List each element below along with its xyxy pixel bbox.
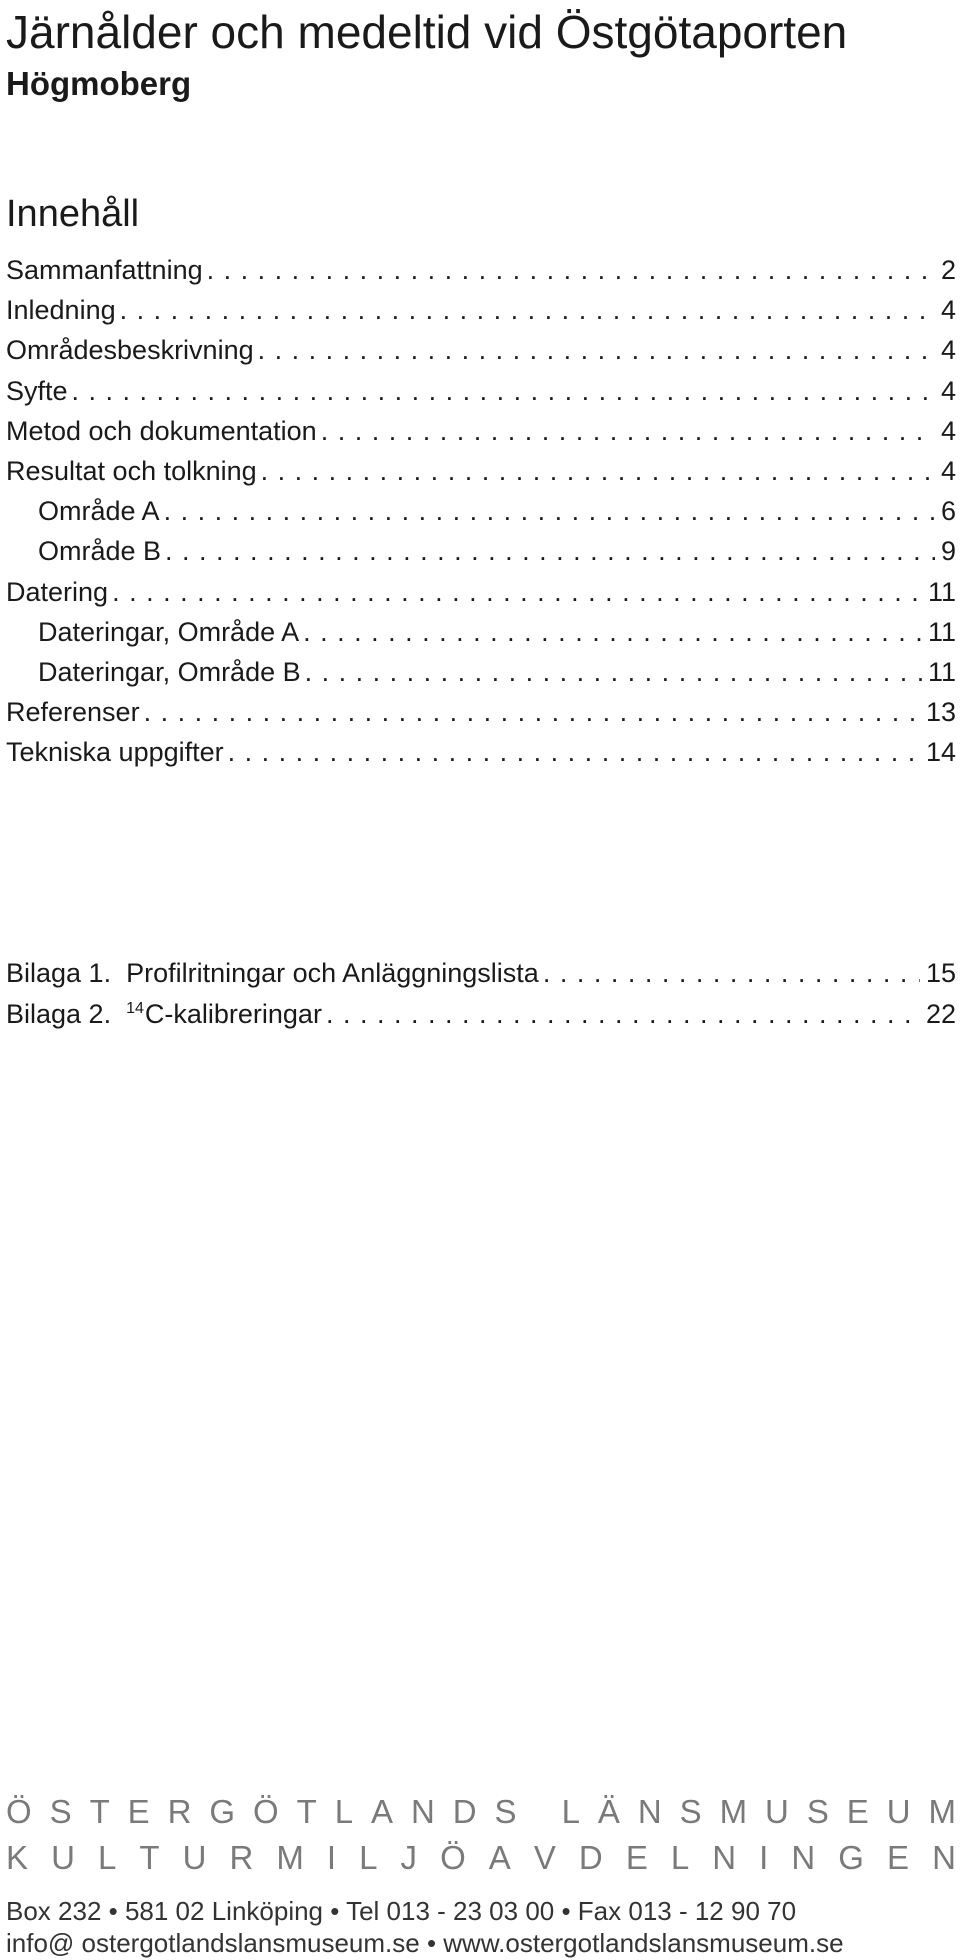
footer-org-name-letter: E [127,1793,150,1830]
toc-entry-superscript: 14 [126,1000,144,1017]
toc-entry-text: Metod och dokumentation [6,415,317,446]
page-subtitle: Högmoberg [6,65,192,102]
toc-dot-leader [112,572,922,612]
toc-dot-leader [144,692,920,732]
toc-page-number: 4 [940,335,956,366]
toc-entry-text: Område B [38,536,162,567]
toc-page-number: 4 [940,375,956,406]
footer-department-name-letter: M [276,1839,304,1876]
toc-page-number: 4 [940,295,956,326]
toc-entry-text: Dateringar, Område A [38,616,300,647]
toc-entry-label [6,290,116,330]
toc-entry-text: C-kalibreringar [144,999,322,1029]
footer-org-name-letter: Ö [253,1793,279,1830]
toc-page-number: 4 [940,456,956,486]
footer-org-name-letter: S [679,1793,702,1830]
toc-entry-text: Resultat och tolkning [6,456,257,486]
footer-department-name-letter: R [229,1839,254,1876]
toc-dot-leader [72,371,935,411]
toc-dot-leader [258,330,935,370]
footer-org-name-letter: U [765,1793,789,1830]
footer-department-name-letter: D [578,1839,603,1876]
footer-org-name-letter: T [89,1793,110,1830]
footer-org-name-letter: E [846,1793,869,1830]
footer-department-name-letter: N [791,1839,816,1876]
toc-page-number: 22 [925,999,956,1029]
toc-entry-label [6,692,140,732]
toc-dot-leader [120,290,935,330]
toc-page-number: 11 [927,616,956,647]
toc-page-number: 11 [927,576,956,607]
footer-department-name-letter: E [625,1839,648,1876]
toc-entry-text: Tekniska uppgifter [6,737,224,768]
toc-entry[interactable] [6,612,956,652]
toc-dot-leader [261,451,935,491]
toc-entry-text: Område A [38,496,160,527]
footer-department-name-letter: U [182,1839,207,1876]
footer-department-name-letter: L [359,1839,378,1876]
toc-entry[interactable] [6,411,956,451]
footer-address: Box 232 • 581 02 Linköping • Tel 013 - 23 03 00 • Fax 013 - 12 90 70 [6,1896,797,1926]
toc-page-number: 13 [925,697,956,728]
toc-entry-label [6,531,161,571]
footer-org-name-letter: S [49,1793,72,1830]
toc-dot-leader [164,491,935,531]
footer-org-name-letter: G [209,1793,236,1830]
toc-entry[interactable] [6,451,956,491]
footer-department-name-letter: L [670,1839,690,1876]
toc-entry[interactable] [6,491,956,531]
toc-entry-text: Syfte [6,375,68,406]
footer-org-name-letter: L [334,1793,354,1830]
footer-org-name-letter: Ö [6,1793,32,1830]
toc-entry-label [6,491,160,531]
toc-dot-leader [305,652,922,692]
toc-dot-leader [321,411,935,451]
footer-org-name-letter: N [637,1793,662,1830]
footer-department-name-letter: N [712,1839,737,1876]
toc-entry[interactable] [6,371,956,411]
toc-page-number: 11 [927,657,956,687]
toc-heading: Innehåll [6,193,140,235]
toc-page-number: 14 [925,737,956,768]
toc-page-number: 9 [940,536,956,567]
toc-entry-text: Inledning [6,295,116,326]
toc-entry[interactable] [6,732,956,772]
footer-department-name-letter: K [6,1839,29,1876]
footer-org-name-letter: U [886,1793,911,1830]
toc-entry[interactable] [6,692,956,732]
toc-dot-leader [228,732,920,772]
footer-org-name-letter: M [719,1793,748,1830]
toc-dot-leader [207,250,935,290]
footer-department-name-letter: I [759,1839,769,1876]
footer-department-name-letter: V [533,1839,556,1876]
toc-page-number: 15 [925,958,956,988]
toc-appendix-entry[interactable] [6,994,956,1034]
footer-org-name [6,1792,956,1832]
toc-entry-label [6,732,224,772]
footer-org-name-letter [535,1792,544,1832]
toc-dot-leader [165,531,935,571]
footer-department-name [6,1838,956,1878]
toc-entry-label [6,652,301,692]
toc-entry[interactable] [6,250,956,290]
footer-department-name-letter: N [932,1839,956,1876]
toc-entry-label [6,411,317,451]
footer-org-name-letter: M [928,1793,956,1830]
toc-entry-text: Datering [6,576,109,607]
toc-entry[interactable] [6,572,956,612]
toc-dot-leader [326,994,920,1034]
footer-org-name-letter: L [561,1793,580,1830]
toc-entry-text: Dateringar, Område B [38,657,301,687]
footer-org-name-letter: D [452,1793,477,1830]
footer-department-name-letter: A [488,1839,511,1876]
toc-entry-text: Bilaga 1. Profilritningar och Anläggningslista [6,958,539,988]
footer-org-name-letter: A [371,1793,394,1830]
footer-org-name-letter: Ä [597,1793,620,1830]
footer-org-name-letter: S [806,1793,829,1830]
footer-org-name-letter: R [167,1793,192,1830]
footer-department-name-letter: G [838,1839,864,1876]
footer-department-name-letter: U [51,1839,75,1876]
toc-entry-label [6,612,299,652]
toc-entry-text: Områdesbeskrivning [6,335,254,366]
footer-department-name-letter: E [887,1839,910,1876]
footer-org-name-letter: S [494,1793,517,1830]
footer-department-name-letter: T [139,1839,160,1876]
toc-entry-text: Referenser [6,697,140,728]
toc-page-number: 4 [940,415,956,446]
toc-dot-leader [303,612,922,652]
toc-entry-text: Sammanfattning [6,255,203,285]
footer-department-name-letter: J [400,1839,418,1876]
toc-entry-label [6,994,322,1034]
footer-department-name-letter: I [326,1839,337,1876]
toc-entry[interactable] [6,330,956,370]
toc-entry-label [6,451,257,491]
toc-page-number: 6 [940,496,956,527]
toc-entry-prefix: Bilaga 2. [6,999,127,1029]
toc-entry-label [6,953,539,993]
toc-entry-label [6,371,68,411]
toc-page-number: 2 [940,255,956,285]
toc-entry-label [6,572,108,612]
toc-entry-label [6,250,203,290]
toc-entry[interactable] [6,652,956,692]
toc-entry-label [6,330,254,370]
toc-appendix-entry[interactable] [6,953,956,993]
toc-dot-leader [543,953,920,993]
footer-web: info@ ostergotlandslansmuseum.se • www.ostergotlandslansmuseum.se [6,1928,844,1958]
page-title: Järnålder och medeltid vid Östgötaporten [6,6,848,58]
toc-entry[interactable] [6,531,956,571]
footer-department-name-letter: L [97,1839,117,1876]
footer-org-name-letter: N [410,1793,435,1830]
footer-department-name-letter: Ö [440,1839,466,1876]
toc-entry[interactable] [6,290,956,330]
footer-org-name-letter: T [296,1793,317,1830]
